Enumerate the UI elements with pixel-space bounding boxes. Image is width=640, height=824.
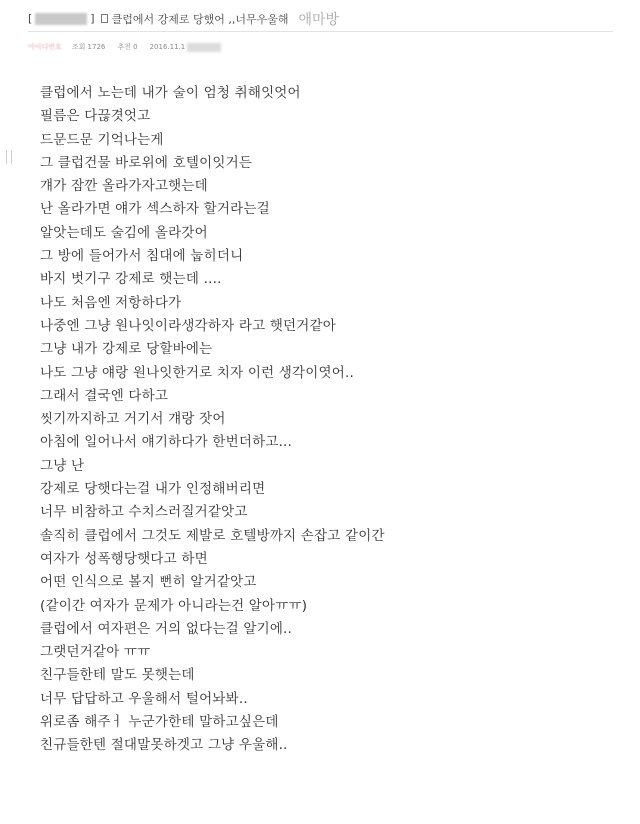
body-line: 그냥 난: [40, 457, 85, 474]
body-line: 여자가 성폭행당햇다고 하면: [40, 550, 208, 567]
body-line: 너무 답답하고 우울해서 털어놔봐..: [40, 690, 248, 707]
post-title-text: 클럽에서 강제로 당했어 ,,너무우울해: [111, 12, 289, 26]
body-line: 나중엔 그냥 원나잇이라생각하자 라고 햇던거같아: [40, 317, 337, 334]
post-meta: [28, 40, 221, 54]
title-bracket-open: [: [28, 12, 33, 25]
body-line: 그랫던거같아 ㅠㅠ: [40, 644, 151, 661]
body-line: (같이간 여자가 문제가 아니라는건 알아ㅠㅠ): [40, 597, 308, 614]
body-line: 클럽에서 여자편은 거의 없다는걸 알기에..: [40, 620, 293, 637]
view-count: 조회 1726: [71, 43, 106, 51]
post-date: 2016.11.1: [149, 43, 186, 51]
body-line: 그냥 내가 강제로 당할바에는: [40, 341, 213, 358]
post-body: [40, 82, 600, 758]
body-line: 씻기까지하고 거기서 걔랑 잣어: [40, 411, 226, 428]
redacted-tag: [35, 13, 87, 25]
body-line: 친구들한테 말도 못햇는데: [40, 667, 195, 684]
document-icon: [101, 14, 108, 23]
body-line: 아침에 일어나서 얘기하다가 한번더하고...: [40, 434, 293, 451]
body-line: 난 올라가면 얘가 섹스하자 할거라는걸: [40, 201, 270, 218]
scroll-marker: [6, 150, 12, 164]
body-line: 클럽에서 노는데 내가 술이 엄청 취해잇엇어: [40, 85, 301, 101]
body-line: 그래서 결국엔 다하고: [40, 387, 169, 404]
redacted-time: [187, 43, 221, 52]
post-title[interactable]: [28, 11, 288, 27]
body-line: 위로좀 해주ㅓ 누군가한테 말하고싶은데: [40, 714, 279, 731]
body-line: 친규들한텐 절대말못하겟고 그냥 우울해..: [40, 737, 288, 754]
like-count: 추천 0: [117, 43, 138, 51]
body-line: 알앗는데도 술김에 올라갓어: [40, 224, 208, 241]
body-line: 걔가 잠깐 올라가자고햇는데: [40, 178, 208, 195]
body-line: 솔직히 클럽에서 그것도 제발로 호텔방까지 손잡고 같이간: [40, 527, 385, 544]
body-line: 필름은 다끊겻엇고: [40, 108, 151, 125]
body-line: 그 클럽건물 바로위에 호텔이잇거든: [40, 154, 253, 171]
body-line: 그 방에 들어가서 침대에 눕히더니: [40, 248, 244, 265]
body-line: 드문드문 기억나는게: [40, 131, 164, 148]
body-line: 나도 처음엔 저항하다가: [40, 294, 182, 311]
body-line: 너무 비참하고 수치스러질거같앗고: [40, 504, 248, 521]
body-line: 어떤 인식으로 볼지 뻔히 알거같앗고: [40, 574, 257, 591]
body-line: 나도 그냥 얘랑 원나잇한거로 치자 이런 생각이엿어..: [40, 364, 354, 381]
title-bracket-close: ]: [90, 12, 95, 25]
post-header: [28, 8, 613, 32]
body-line: 강제로 당햇다는걸 내가 인정해버리면: [40, 481, 266, 498]
author-name[interactable]: 아이디번호: [28, 43, 62, 51]
body-line: 바지 벗기구 강제로 햇는데 ....: [40, 271, 222, 288]
board-name[interactable]: 애마방: [298, 11, 340, 28]
